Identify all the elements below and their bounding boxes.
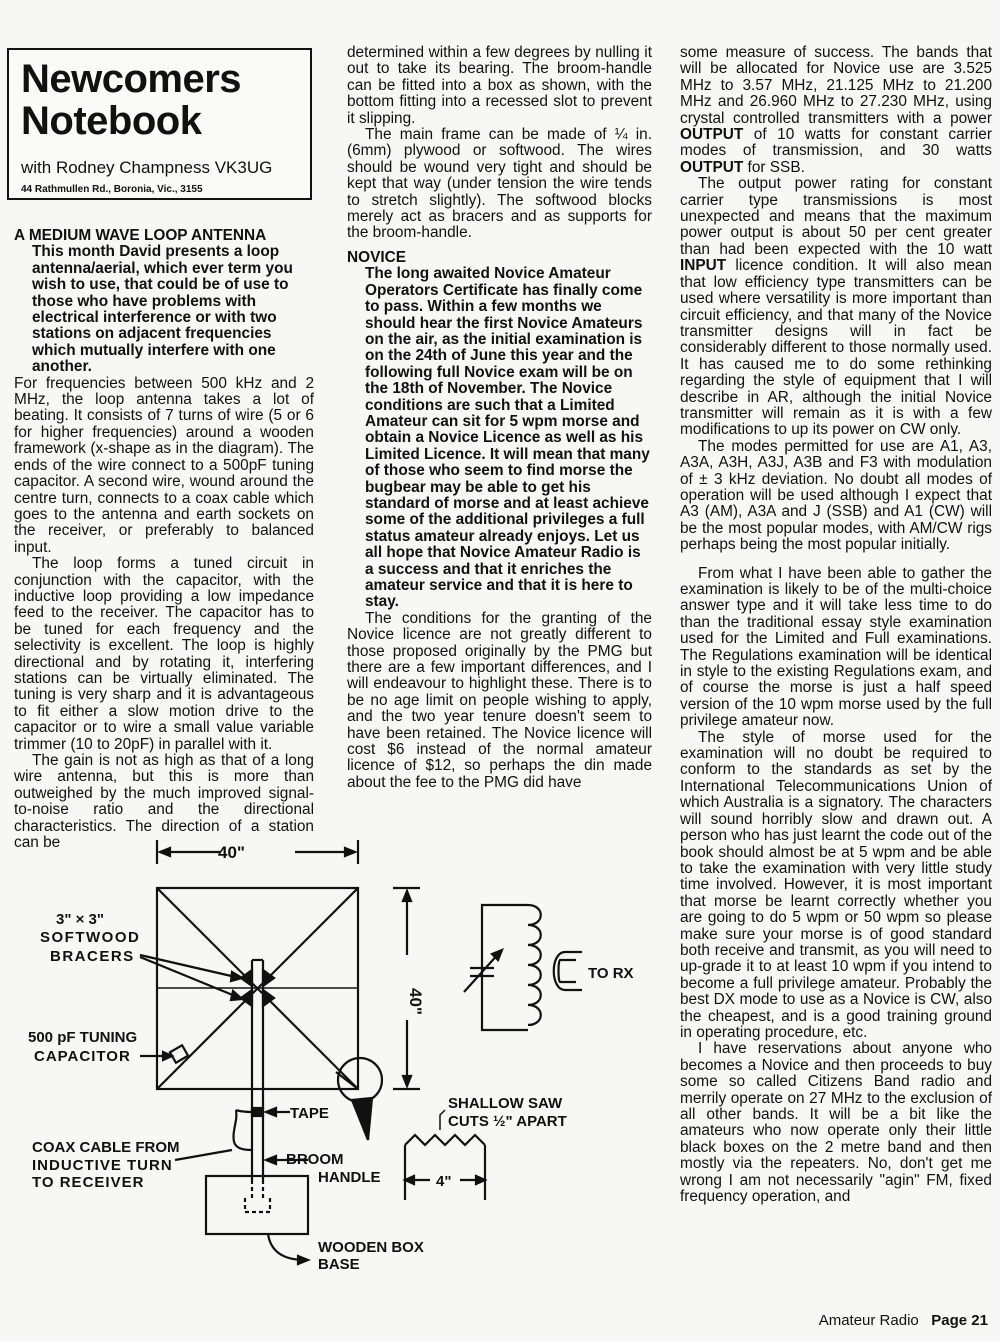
width-dim-label: 40" xyxy=(218,843,245,862)
bracer-leader xyxy=(140,957,240,998)
paragraph: The conditions for the granting of the Novice licence are not greatly different to those proposed originally by the PMG but there are a few important differences, and I will endeavour to highlight these. There is to be no age limit on people wishing to apply, and the two year tenure doesn't seem to have been retained. The Novice licence will cost $6 instead of the normal amateur licence of $12, so perhaps the din made about the fee to the PMG did have xyxy=(347,609,652,791)
paragraph: The output power rating for constant carrier type transmissions is most unexpected and means that the maximum power output is about 50 per cent greater than had been expected with the 10 watt INPUT licence condition. It will also mean that low efficiency type transmitters can be used where versatility is more important than circuit efficiency, and that many of the Novice transmitter designs will in fact be considerably different to those normally used. It has caused me to do some rethinking regarding the style of equipment that I will describe in AR, although the initial Novice transmitter will remain as it is with a few modifications to up its power on CW only. xyxy=(680,175,992,439)
byline: with Rodney Champness VK3UG xyxy=(21,158,273,177)
coax-label-2: INDUCTIVE TURN xyxy=(32,1157,173,1174)
broom-label-2: HANDLE xyxy=(318,1169,381,1186)
rx-label: TO RX xyxy=(588,965,634,982)
saw-cuts xyxy=(405,1135,485,1145)
loop-antenna-diagram xyxy=(0,820,675,1280)
coax-label-3: TO RECEIVER xyxy=(32,1174,145,1191)
wooden-box-base xyxy=(206,1176,308,1234)
bracers-label-3: BRACERS xyxy=(50,948,135,965)
paragraph: For frequencies between 500 kHz and 2 MHz, the loop antenna takes a lot of beating. It consists of 7 turns of wire (5 or 6 for higher frequencies) around a wooden framework (x-shape as in the diagram). The ends of the wire connect to a 500pF tuning capacitor. A second wire, wound around the centre turn, connects to a coax cable which goes to the antenna and earth sockets on the receiver, or preferably to balanced input. xyxy=(14,374,314,556)
paragraph: The main frame can be made of ¼ in. (6mm) plywood or softwood. The wires should be wound very tight and should be kept that way (under tension the wire tends to stretch slightly). The softwood blocks merely act as bracers and as supports for the broom-handle. xyxy=(347,126,652,242)
magazine-name: Amateur Radio xyxy=(818,1312,919,1329)
paragraph: From what I have been able to gather the examination is likely to be of the multi-choice answer type and it will take less time to do than the traditional essay style examination used for the Limited and Full examinations. The Regulations examination will be identical in style to the existing Regulations exam, and of course the morse is just a half speed version of the 10 wpm morse used by the full privilege amateur now. xyxy=(680,564,992,730)
bracer-leader xyxy=(140,955,240,978)
lead-paragraph-novice: The long awaited Novice Amateur Operators Certificate has finally come to pass. Within a few months we should hear the first Novice Amateurs on the air, as the initial examination is on the 24th of June this year and the following full Novice exam will be on the 18th of November. The Novice conditions are such that a Limited Amateur can sit for 5 wpm morse and obtain a Novice Licence as well as his Limited Licence. It will mean that many of those who seem to find morse the bugbear may be able to get his standard of morse and at least achieve some of the additional privileges a full status amateur already enjoys. Let us all hope that Novice Amateur Radio is a success and that it enriches the amateur service and that it is here to stay. xyxy=(365,265,650,611)
saw-width-label: 4" xyxy=(436,1173,452,1190)
title-box xyxy=(7,48,312,200)
arrowhead xyxy=(160,848,170,856)
bracers-label-1: 3" × 3" xyxy=(56,911,105,928)
paragraph: I have reservations about anyone who becomes a Novice and then proceeds to buy some so called Citizens Band radio and merrily operate on 27 MHz to the exclusion of all other bands. It will be a bit like the amateurs who now operate only their little black boxes on the 2 metre band and then mostly via the repeaters. No, don't get me wrong I am not necessarily "agin" FM, fixed frequency operation, and xyxy=(680,1040,992,1206)
paragraph: The gain is not as high as that of a long wire antenna, but this is more than outweighed by the much improved signal-to-noise ratio and the directional characteristics. The direction of a station can be xyxy=(14,752,314,852)
broom-label-1: BROOM xyxy=(286,1151,344,1168)
coax-leader xyxy=(175,1150,232,1160)
cap-label-1: 500 pF TUNING xyxy=(28,1029,138,1046)
page-footer xyxy=(819,1312,988,1329)
paragraph: some measure of success. The bands that will be allocated for Novice use are 3.525 MHz to 3.57 MHz, 21.125 MHz to 21.200 MHz and 26.960 MHz to 27.230 MHz, using crystal controlled transmitters with a power OUTPUT of 10 watts for constant carrier modes of transmission, and 30 watts OUTPUT for SSB. xyxy=(680,44,992,176)
column-2 xyxy=(347,45,652,791)
article-title: Newcomers Notebook xyxy=(21,57,242,143)
box-label-1: WOODEN BOX xyxy=(318,1239,424,1256)
coax-label-1: COAX CABLE FROM xyxy=(32,1139,180,1156)
lead-paragraph-loop: This month David presents a loop antenna/aerial, which ever term you wish to use, that could be of use to those who have problems with electrical interference or with two stations on adjacent frequencies which mutually interfere with one another. xyxy=(32,243,293,376)
tape-label: TAPE xyxy=(290,1105,329,1122)
column-3 xyxy=(680,45,992,1205)
arrowhead xyxy=(345,848,355,856)
section-heading-novice: NOVICE xyxy=(347,248,407,266)
column-1 xyxy=(14,228,314,851)
tape xyxy=(252,1108,263,1116)
page-number: Page 21 xyxy=(931,1312,988,1329)
cap-label-2: CAPACITOR xyxy=(34,1048,131,1065)
paragraph: The style of morse used for the examination will no doubt be required to conform to the standards as set by the International Telecommunications Union of which Australia is a signatory. The characters will sound horribly slow and drawn out. A person who has just learnt the code out of the book should almost be at 5 wpm and be able to take the examination with very little study time involved. However, it is most important that morse be learnt correctly whether you are going to do 5 wpm or 50 wpm so please make sure your morse is of good standard both receive and transmit, as you will need to up-grade it to at least 10 wpm if you intend to become a full privilege amateur. Probably the best DX mode to use as a Novice is CW, also the cheapest, and is a good training ground in operating procedure, etc. xyxy=(680,728,992,1041)
height-dim-label: 40" xyxy=(406,988,425,1015)
paragraph: determined within a few degrees by nulling it out to take its bearing. The broom-handle can be fitted into a box as shown, with the bottom fitting into a recessed slot to prevent it slipping. xyxy=(347,44,652,127)
section-heading-loop: A MEDIUM WAVE LOOP ANTENNA xyxy=(14,227,267,244)
coax-cable xyxy=(233,1110,252,1150)
knob-pointer xyxy=(352,1098,372,1140)
paragraph: The loop forms a tuned circuit in conjunction with the capacitor, with the inductive loop providing a low impedance feed to the receiver. The capacitor has to be tuned for each frequency and the selectivity is excellent. The loop is highly directional and by rotating it, interfering stations can be virtually eliminated. The tuning is very sharp and it is advantageous to fit either a slow motion drive to the capacitor or to wire a small value variable trimmer (10 to 20pF) in parallel with it. xyxy=(14,555,314,753)
saw-label-2: CUTS ½" APART xyxy=(448,1113,567,1130)
inductor-coil xyxy=(510,905,541,1025)
paragraph: The modes permitted for use are A1, A3, A3A, A3H, A3J, A3B and F3 with modulation of ± 3 kHz deviation. No doubt all modes of operation will be used although I expect that A3 (AM), A3A and J (SSB) and A1 (CW) will be the most popular modes, with AM/CW rigs perhaps being the most popular initially. xyxy=(680,437,992,554)
author-address: 44 Rathmullen Rd., Boronia, Vic., 3155 xyxy=(21,184,203,195)
saw-label-1: SHALLOW SAW xyxy=(448,1095,563,1112)
box-label-2: BASE xyxy=(318,1256,360,1273)
bracers-label-2: SOFTWOOD xyxy=(40,929,141,946)
